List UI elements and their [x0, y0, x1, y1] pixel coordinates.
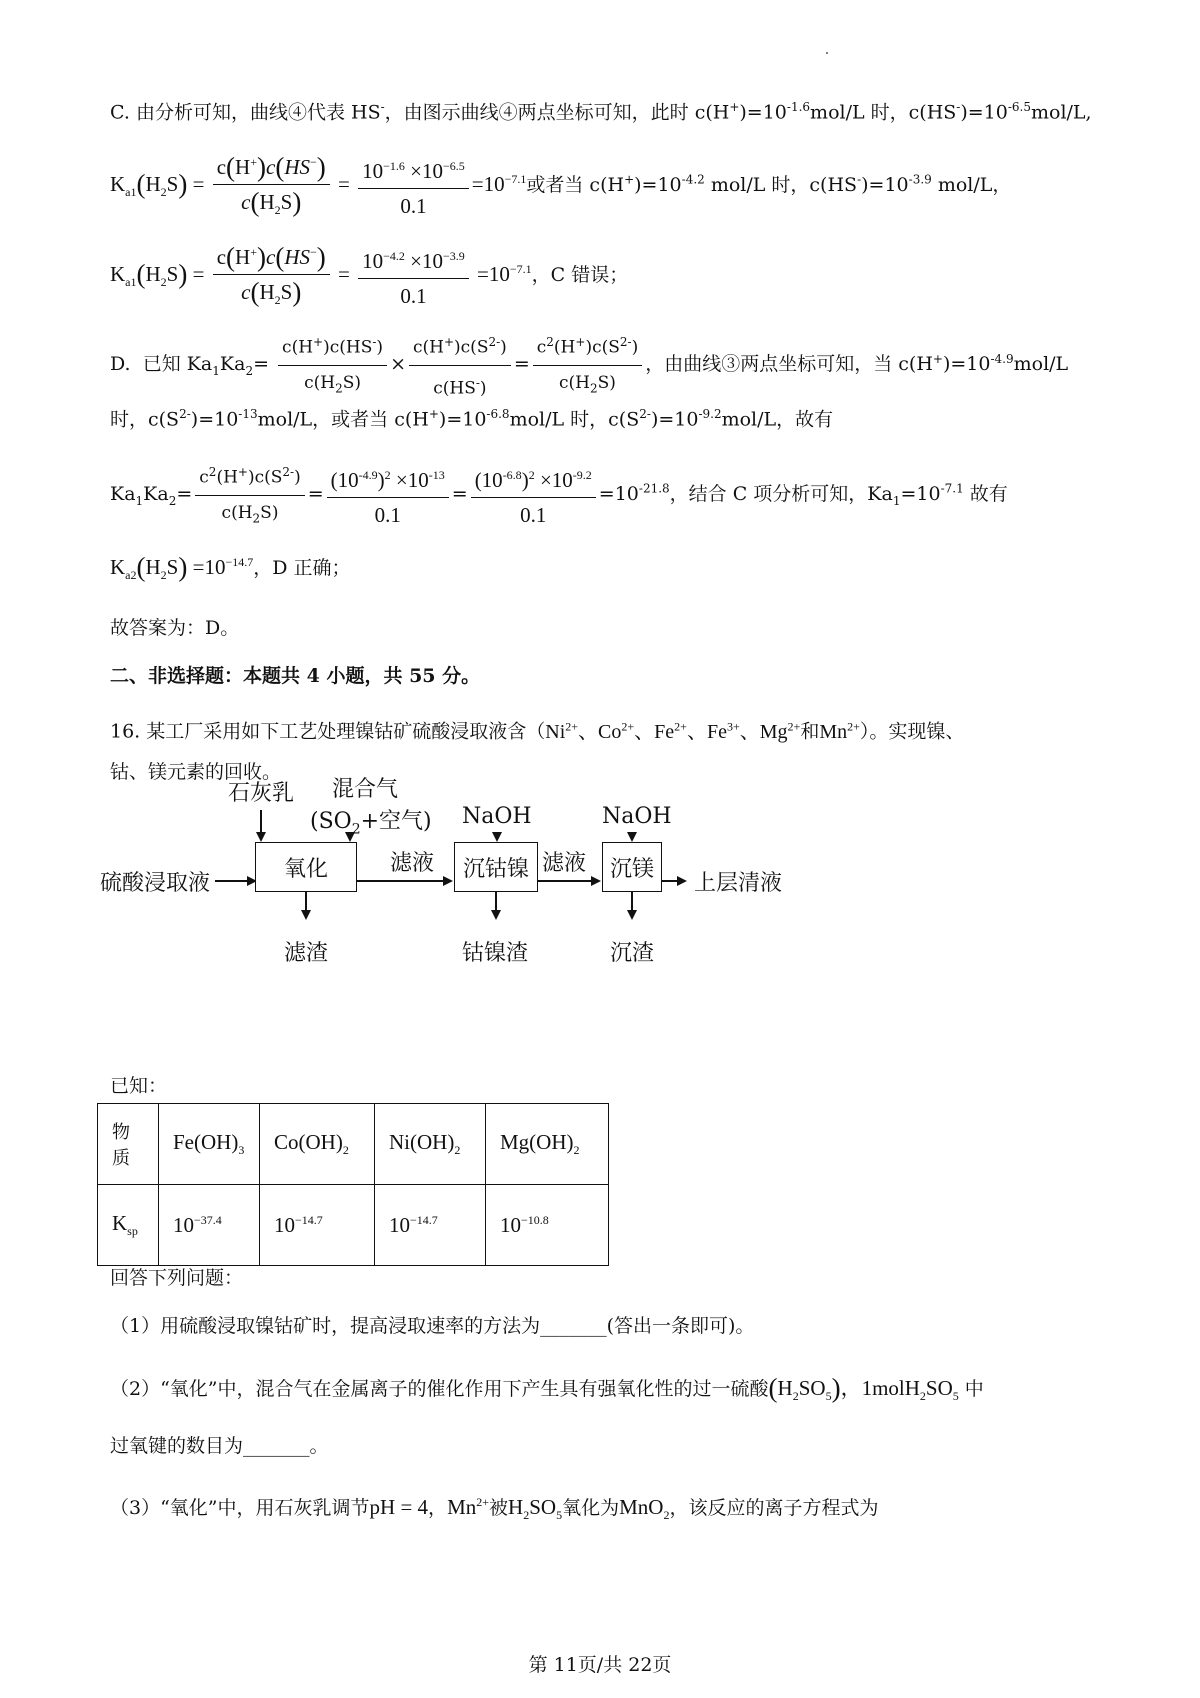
- flow-naoh-1: NaOH: [462, 804, 532, 829]
- flow-filtrate-1: 滤液: [390, 851, 435, 876]
- table-row: [98, 1185, 609, 1266]
- ksp-table: [97, 1103, 609, 1266]
- flow-arrow: [662, 880, 678, 882]
- part-d-line1: D. 已知 $Ka_1Ka_2=$ $\frac{c(H^+)c(HS^-)}{c(H_2S)}$ × $\frac{c(H^+)c(S^{2-})}{c(HS^-)}$ = $\frac{c^2(H^+)c(S^{2-})}{c(H_2S)}$ ，由曲线③两点坐标可知，当 $c(H^+)=10^{-4.9}mol/L$: [110, 328, 1068, 402]
- ion-charge: 2+: [787, 719, 801, 733]
- ksp-exponent: −37.4: [194, 1212, 222, 1227]
- exponent: -21.8: [638, 481, 670, 496]
- ksp-value-cell: [486, 1185, 609, 1266]
- q2-text: 中: [958, 1378, 984, 1400]
- arrow-head: [677, 876, 687, 886]
- ksp-exponent: −14.7: [410, 1212, 438, 1227]
- ka1ka2-fraction-b: $\frac{c(H^+)c(S^{2-})}{c(HS^-)}$: [409, 328, 511, 402]
- arrow-head: [627, 832, 637, 842]
- table-row: [98, 1104, 609, 1185]
- arrow-head: [492, 832, 502, 842]
- part-c-text: mol/L 时，c(HS: [810, 101, 957, 124]
- part-c-line1: C. 由分析可知，曲线④代表 HS-，由图示曲线④两点坐标可知，此时 $c(H^+)=10^{-1.6}mol/L$ 时，$c(HS^-)=10^{-6.5}mol/L$,: [110, 100, 1092, 124]
- flow-out-3: 沉渣: [610, 941, 655, 966]
- part-c-text: mol/L 时，c(HS: [704, 173, 858, 196]
- compound-cell: [486, 1104, 609, 1185]
- compound-name: Fe(OH): [173, 1129, 239, 1154]
- ka1-fraction: $\frac{c(H^+)c(HS^-)}{c(H_2S)}$: [213, 148, 330, 224]
- part-c-conclusion: ，C 错误；: [531, 263, 629, 286]
- flow-filtrate-2: 滤液: [542, 851, 587, 876]
- answer-line: 故答案为：D。: [110, 617, 240, 639]
- power-base: 10: [362, 159, 384, 184]
- part-d-text: mol/L: [1013, 353, 1069, 376]
- ion: Fe: [654, 720, 675, 743]
- ion-charge: 2+: [565, 719, 579, 733]
- flow-arrow: [357, 880, 444, 882]
- ka1ka2-fraction-c: $\frac{c^2(H^+)c(S^{2-})}{c(H_2S)}$: [533, 328, 642, 402]
- exponent: -9.2: [698, 407, 722, 421]
- flow-arrow: [305, 892, 307, 912]
- ion: Mg: [759, 720, 788, 743]
- value-fraction: $\frac{(10^{-4.9})^2 \times 10^{-13}}{0.1}$: [327, 461, 449, 529]
- flow-mixgas-2: ($SO_2+$空气): [310, 809, 432, 838]
- part-d-line3: $Ka_1Ka_2=$ $\frac{c^2(H^+)c(S^{2-})}{c(H_2S)}$ = $\frac{(10^{-4.9})^2 \times 10^{-13}}{0.1}$ = $\frac{(10^{-6.8})^2 \times 10^{-9.2}}{0.1}$ $=10^{-21.8}$，结合 C 项分析可知，$Ka_1=10^{-7.1}$ 故有: [110, 458, 1008, 532]
- part-d-text: mol/L 时，c(S: [509, 408, 640, 431]
- part-c-text: )=10: [739, 101, 787, 124]
- question-3-line1: （3）“氧化”中，用石灰乳调节pH = 4，$Mn^{2+}$被$H_2SO_5$氧化为MnO$_2$，该反应的离子方程式为: [110, 1495, 879, 1523]
- part-c-text: 由分析可知，曲线④代表 HS: [135, 101, 381, 124]
- value-fraction: [358, 242, 469, 310]
- flow-arrow: [260, 810, 262, 832]
- result: =10: [598, 483, 639, 506]
- q16-text: 和: [800, 720, 820, 743]
- arrow-head: [443, 876, 453, 886]
- table-header-cell: 物质: [98, 1104, 159, 1185]
- value-fraction: $\frac{(10^{-6.8})^2 \times 10^{-9.2}}{0.1}$: [471, 461, 596, 529]
- arrow-head: [591, 876, 601, 886]
- exponent: -6.5: [1007, 100, 1031, 114]
- exponent: −1.6: [383, 159, 405, 174]
- flow-out-2: 钴镍渣: [462, 941, 529, 966]
- part-c-text: mol/L,: [1031, 101, 1092, 124]
- flow-box-oxidation: [255, 842, 357, 892]
- flow-product: 上层清液: [694, 871, 783, 896]
- compound-sub: 3: [238, 1143, 245, 1158]
- ion: Mn: [819, 720, 848, 743]
- page-footer: 第 11页/共 22页: [528, 1654, 672, 1676]
- ksp-value-cell: [375, 1185, 486, 1266]
- power-base: 10: [362, 249, 384, 274]
- arrow-head: [256, 832, 266, 842]
- flow-lime: 石灰乳: [228, 781, 295, 806]
- ka1ka2-fraction-c: $\frac{c^2(H^+)c(S^{2-})}{c(H_2S)}$: [195, 458, 304, 532]
- ksp-symbol: K: [112, 1210, 128, 1235]
- questions-intro: 回答下列问题：: [110, 1267, 244, 1289]
- part-d-line2: 时，$c(S^{2-})=10^{-13}mol/L$，或者当 $c(H^+)=10^{-6.8}mol/L$ 时，$c(S^{2-})=10^{-9.2}mol/L$，故有: [110, 407, 834, 431]
- compound-name: Ni(OH): [389, 1129, 455, 1154]
- denominator: 0.1: [400, 284, 427, 309]
- arrow-head: [345, 832, 355, 842]
- arrow-head: [627, 910, 637, 920]
- flow-box-label: 沉钴镍: [462, 856, 529, 882]
- part-d-text: ，结合 C 项分析可知，Ka: [669, 483, 893, 506]
- exponent: −7.1: [504, 171, 527, 186]
- result: =10: [477, 261, 510, 286]
- compound-name: Co(OH): [274, 1129, 343, 1154]
- compound-cell: [159, 1104, 260, 1185]
- exponent: -7.1: [940, 481, 964, 496]
- part-d-conclusion: ，D 正确；: [253, 557, 351, 579]
- ka1-equation-2: $K_{a1}(H_2S)$ = $\frac{c(H^+)c(HS^-)}{c(H_2S)}$ = $\frac{10^{-4.2} \times 10^{-3.9}}{0.1}$ $=10^{-7.1}$，C 错误；: [110, 238, 628, 314]
- section-heading: 二、非选择题：本题共 4 小题，共 55 分。: [110, 665, 481, 687]
- part-c-text: )=10: [960, 101, 1008, 124]
- q3-text: （3）“氧化”中，用石灰乳调节: [110, 1497, 370, 1519]
- compound-sub: 2: [454, 1143, 461, 1158]
- flow-box-precip-coni: [454, 842, 538, 892]
- part-d-text: )=10: [438, 408, 487, 431]
- flow-naoh-2: NaOH: [602, 804, 672, 829]
- exponent: -13: [238, 407, 258, 421]
- part-d-text: )=10: [190, 408, 239, 431]
- part-d-text: ，由曲线③两点坐标可知，当 c(H: [645, 353, 933, 376]
- q16-line2: 钴、镁元素的回收。: [110, 761, 282, 783]
- ion-charge: 2+: [621, 719, 635, 733]
- result: =10: [471, 171, 505, 196]
- exponent: -4.9: [990, 351, 1014, 366]
- ksp-base: 10: [389, 1212, 410, 1237]
- ka1ka2-fraction-a: $\frac{c(H^+)c(HS^-)}{c(H_2S)}$: [278, 328, 387, 402]
- part-d-text: )=10: [650, 408, 699, 431]
- flow-arrow: [495, 892, 497, 912]
- ksp-base: 10: [500, 1212, 521, 1237]
- ka1-equation-1: $K_{a1}(H_2S)$ = $\frac{c(H^+)c(HS^-)}{c(H_2S)}$ = $\frac{10^{-1.6} \times 10^{-6.5}}{0.1}$ $=10^{-7.1}$或者当 $c(H^+)=10^{-4.2}$ mol/L 时，$c(HS^-)=10^{-3.9}$ mol/L，: [110, 148, 1011, 224]
- compound-name: Mg(OH): [500, 1129, 574, 1154]
- q16-text: ）。实现镍、: [859, 720, 965, 743]
- scan-dot: [826, 52, 828, 54]
- part-d-text: =10: [900, 483, 941, 506]
- denominator: 0.1: [400, 194, 427, 219]
- exponent: −3.9: [442, 249, 465, 264]
- ph-value: pH = 4: [369, 1495, 429, 1519]
- ka-symbol: K: [110, 171, 126, 196]
- ksp-label-cell: [98, 1185, 159, 1266]
- q3-text: 氧化为: [562, 1497, 620, 1519]
- conc-c: c: [241, 190, 251, 214]
- exponent: -3.9: [908, 172, 932, 187]
- ksp-value-cell: [260, 1185, 375, 1266]
- flow-box-label: 沉镁: [609, 856, 654, 882]
- flow-arrow: [538, 880, 592, 882]
- flow-box-precip-mg: [602, 842, 662, 892]
- q16-text: 16. 某工厂采用如下工艺处理镍钴矿硫酸浸取液含（: [110, 720, 546, 743]
- value-fraction: [358, 152, 469, 220]
- process-flow-diagram: [100, 777, 900, 1054]
- part-c-text: )=10: [634, 173, 682, 196]
- q2-text: （2）“氧化”中，混合气在金属离子的催化作用下产生具有强氧化性的过一硫酸: [110, 1378, 769, 1400]
- power-base: ×10: [410, 249, 443, 274]
- flow-out-1: 滤渣: [284, 941, 329, 966]
- part-d-label: D.: [110, 353, 131, 376]
- known-label: 已知：: [110, 1075, 168, 1097]
- q3-text: ，该反应的离子方程式为: [669, 1497, 879, 1519]
- part-d-text: )=10: [942, 353, 991, 376]
- part-d-text: 故有: [963, 483, 1008, 506]
- flow-mixgas-2a: (SO: [310, 809, 352, 834]
- exponent: -6.8: [486, 407, 510, 421]
- part-d-text: mol/L，或者当 c(H: [257, 408, 429, 431]
- ion: Co: [598, 720, 622, 743]
- question-2-line2: 过氧键的数目为_______。: [110, 1435, 329, 1457]
- compound-sub: 2: [342, 1143, 349, 1158]
- ka2-equation: $K_{a2}(H_2S) =10^{-14.7}$，D 正确；: [110, 552, 351, 583]
- q16-line1: 16. 某工厂采用如下工艺处理镍钴矿硫酸浸取液含（$Ni^{2+}$、$Co^{2+}$、$Fe^{2+}$、$Fe^{3+}$、$Mg^{2+}$和$Mn^{2+}$）。实现镍、: [110, 719, 965, 743]
- exponent: −7.1: [509, 261, 532, 276]
- flow-arrow: [631, 892, 633, 912]
- conc-c: c: [216, 155, 227, 179]
- arrow-head: [491, 910, 501, 920]
- part-d-text: 时，c(S: [110, 408, 180, 431]
- flow-mixgas-1: 混合气: [332, 777, 399, 802]
- exponent: −4.2: [383, 249, 405, 264]
- ion-charge: 2+: [847, 719, 860, 733]
- ksp-exponent: −10.8: [521, 1212, 549, 1227]
- q3-text: 被: [489, 1497, 509, 1519]
- ksp-sub: sp: [127, 1224, 138, 1239]
- exponent: −6.5: [442, 159, 465, 174]
- flow-box-label: 氧化: [283, 856, 328, 882]
- arrow-head: [301, 910, 311, 920]
- part-c-text: )=10: [861, 173, 909, 196]
- compound-sub: 2: [573, 1143, 580, 1158]
- q2-text: 1molH: [861, 1376, 920, 1400]
- part-c-label: C.: [110, 101, 130, 124]
- ion: Ni: [545, 720, 566, 743]
- part-c-text: 或者当 c(H: [526, 173, 625, 196]
- part-d-text: 已知 Ka: [142, 353, 213, 376]
- compound-cell: [260, 1104, 375, 1185]
- flow-mixgas-2b: +空气): [360, 809, 432, 834]
- part-c-text: mol/L，: [931, 173, 1012, 196]
- part-d-text: mol/L，故有: [721, 408, 834, 431]
- flow-feed: 硫酸浸取液: [100, 871, 211, 896]
- power-base: ×10: [410, 159, 443, 184]
- ksp-base: 10: [173, 1212, 194, 1237]
- ion-charge: 3+: [726, 719, 740, 733]
- ka1-fraction: $\frac{c(H^+)c(HS^-)}{c(H_2S)}$: [213, 238, 330, 314]
- question-2-line1: （2）“氧化”中，混合气在金属离子的催化作用下产生具有强氧化性的过一硫酸$(H_2SO_5)$，$1molH_2SO_5$ 中: [110, 1373, 984, 1404]
- ion: Fe: [706, 720, 727, 743]
- exponent: -1.6: [786, 100, 811, 114]
- ksp-base: 10: [274, 1212, 295, 1237]
- exponent: -4.2: [681, 172, 705, 187]
- ion-charge: 2+: [674, 719, 687, 733]
- ksp-value-cell: [159, 1185, 260, 1266]
- h2s-h: H: [145, 171, 161, 196]
- flow-arrow: [215, 880, 249, 882]
- part-c-text: ，由图示曲线④两点坐标可知，此时 c(H: [384, 101, 730, 124]
- compound-cell: [375, 1104, 486, 1185]
- exponent: −14.7: [225, 555, 254, 569]
- result: =10: [192, 555, 226, 579]
- ksp-exponent: −14.7: [295, 1212, 323, 1227]
- ka-subscript: a1: [125, 185, 137, 200]
- question-1: （1）用硫酸浸取镍钴矿时，提高浸取速率的方法为_______(答出一条即可)。: [110, 1315, 755, 1337]
